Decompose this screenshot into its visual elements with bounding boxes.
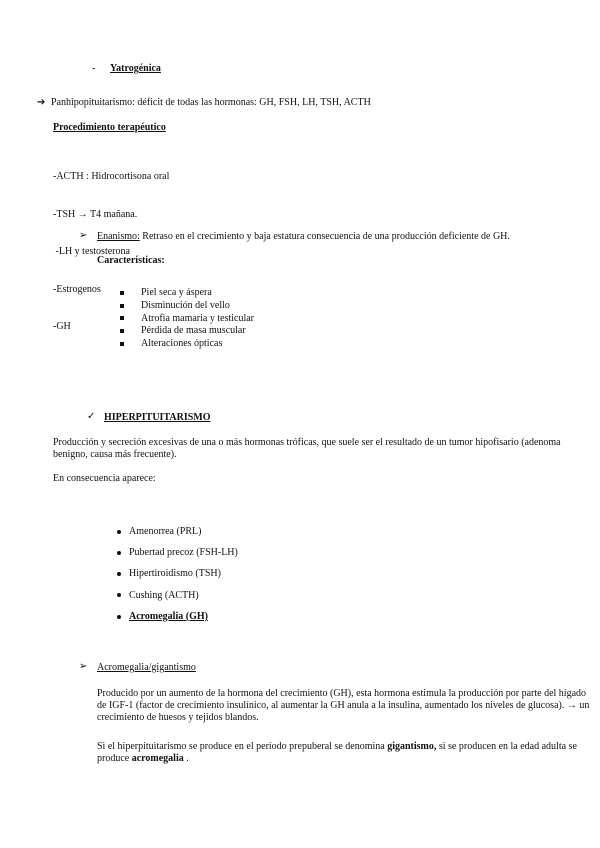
list-item: Disminución del vello (120, 300, 254, 313)
caracteristicas-list (120, 287, 254, 351)
list-item: Piel seca y áspera (120, 287, 254, 300)
procedimiento-line: -LH y testosterona (53, 246, 130, 257)
acromegalia-term: acromegalia (131, 753, 184, 764)
gigantismo-term: gigantismo, (387, 741, 437, 752)
consecuencia-text: En consecuencia aparece: (53, 473, 156, 484)
acromegalia-heading: Acromegalia/gigantismo (97, 662, 196, 673)
square-bullet-icon (120, 329, 124, 333)
procedimiento-line: -GH (53, 321, 71, 332)
arrowhead-bullet-icon: ➢ (79, 661, 88, 672)
list-item: Acromegalia (GH) (117, 606, 238, 627)
round-bullet-icon (117, 530, 121, 534)
acromegalia-paragraph: Producido por un aumento de la hormona del crecimiento (GH), esta hormona estimula la producción por parte del hígado de IGF-1 (factor de crecimiento insulínico, al aumentar la GH anula a la insulina, aumentado los niveles de glucosa). → un crecimiento de huesos y tejidos blandos. (97, 688, 590, 723)
hiper-list (117, 521, 238, 627)
square-bullet-icon (120, 291, 124, 295)
hiperpituitarismo-heading: HIPERPITUITARISMO (104, 412, 211, 423)
gigantismo-paragraph: Si el hiperpituitarismo se produce en el período prepuberal se denomina gigantismo, si se producen en la edad adulta se produce acromegalia . (97, 741, 577, 764)
list-item: Pérdida de masa muscular (120, 325, 254, 338)
yatrogenica-heading: Yatrogénica (110, 63, 161, 74)
round-bullet-icon (117, 593, 121, 597)
arrow-icon: ➔ (37, 97, 46, 108)
procedimiento-line: -TSH → T4 mañana. (53, 208, 138, 220)
round-bullet-icon (117, 615, 121, 619)
list-item: Amenorrea (PRL) (117, 521, 238, 542)
list-item: Cushing (ACTH) (117, 585, 238, 606)
arrowhead-bullet-icon: ➢ (79, 230, 88, 241)
list-dash: - (92, 63, 96, 74)
procedimiento-line: -Estrogenos (53, 283, 101, 295)
list-item: Atrofia mamaria y testicular (120, 313, 254, 326)
square-bullet-icon (120, 316, 124, 320)
square-bullet-icon (120, 342, 124, 346)
procedimiento-line: -ACTH : Hidrocortisona oral (53, 171, 170, 182)
hiper-paragraph: Producción y secreción excesivas de una o más hormonas tróficas, que suele ser el resultado de un tumor hipofisario (adenoma benigno, causa más frecuente). (53, 437, 561, 460)
round-bullet-icon (117, 551, 121, 555)
enanismo-line (97, 231, 510, 243)
caracteristicas-heading: Características: (97, 255, 165, 266)
list-item: Pubertad precoz (FSH-LH) (117, 542, 238, 563)
enanismo-term: Enanismo: (97, 231, 140, 242)
round-bullet-icon (117, 572, 121, 576)
checkmark-icon: ✓ (87, 411, 96, 422)
square-bullet-icon (120, 304, 124, 308)
list-item: Alteraciones ópticas (120, 338, 254, 351)
list-item: Hipertiroidismo (TSH) (117, 563, 238, 584)
enanismo-text: Retraso en el crecimiento y baja estatura consecuencia de una producción deficiente de GH. (139, 231, 510, 242)
procedimiento-heading: Procedimiento terapéutico (53, 122, 166, 133)
panhipopituitarismo-text: Panhipopituitarismo: déficit de todas las hormonas: GH, FSH, LH, TSH, ACTH (51, 97, 371, 108)
